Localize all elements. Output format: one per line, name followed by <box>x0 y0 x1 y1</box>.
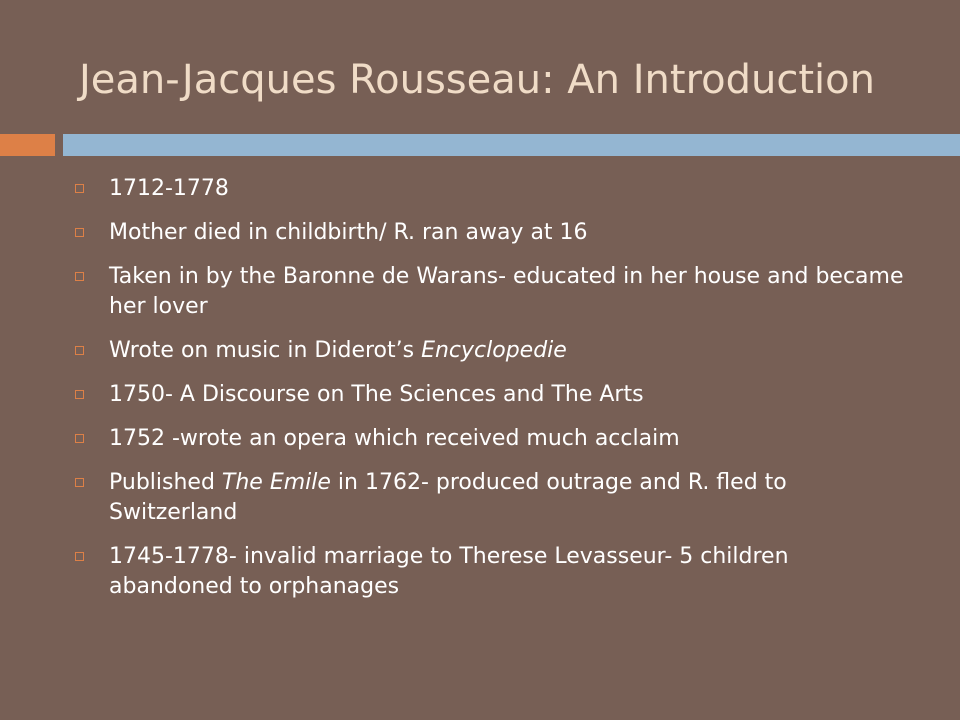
hollow-square-bullet-icon <box>75 478 84 487</box>
bullet-item <box>75 468 915 528</box>
bullet-text-segment: Mother died in childbirth/ R. ran away at 16 <box>109 220 588 245</box>
accent-bar-blue <box>63 134 960 156</box>
bullet-item <box>75 336 915 366</box>
bullet-item <box>75 542 915 602</box>
bullet-text <box>109 220 588 245</box>
bullet-item <box>75 380 915 410</box>
hollow-square-bullet-icon <box>75 228 84 237</box>
hollow-square-bullet-icon <box>75 184 84 193</box>
bullet-text <box>109 176 229 201</box>
bullet-text-segment: Taken in by the Baronne de Warans- educated in her house and became her lover <box>109 264 904 319</box>
bullet-text <box>109 338 567 363</box>
bullet-text-segment: 1712-1778 <box>109 176 229 201</box>
bullet-item <box>75 262 915 322</box>
bullet-text <box>109 544 789 599</box>
bullet-list <box>75 174 915 616</box>
bullet-item <box>75 174 915 204</box>
bullet-text <box>109 382 644 407</box>
bullet-text-segment: Published <box>109 470 222 495</box>
bullet-item <box>75 424 915 454</box>
bullet-text <box>109 470 787 525</box>
hollow-square-bullet-icon <box>75 272 84 281</box>
hollow-square-bullet-icon <box>75 390 84 399</box>
bullet-text-segment: 1752 -wrote an opera which received much acclaim <box>109 426 680 451</box>
hollow-square-bullet-icon <box>75 346 84 355</box>
bullet-text-segment: 1745-1778- invalid marriage to Therese Levasseur- 5 children abandoned to orphanages <box>109 544 789 599</box>
bullet-text-segment: in 1762- produced outrage and R. fled to Switzerland <box>109 470 787 525</box>
bullet-text <box>109 264 904 319</box>
bullet-text-segment: 1750- A Discourse on The Sciences and The Arts <box>109 382 644 407</box>
bullet-item <box>75 218 915 248</box>
italic-title-text: Encyclopedie <box>421 338 567 363</box>
bullet-text <box>109 426 680 451</box>
hollow-square-bullet-icon <box>75 552 84 561</box>
italic-title-text: The Emile <box>221 470 331 495</box>
accent-bar-orange <box>0 134 55 156</box>
hollow-square-bullet-icon <box>75 434 84 443</box>
bullet-text-segment: Wrote on music in Diderot’s <box>109 338 422 363</box>
slide-title: Jean-Jacques Rousseau: An Introduction <box>79 57 875 103</box>
